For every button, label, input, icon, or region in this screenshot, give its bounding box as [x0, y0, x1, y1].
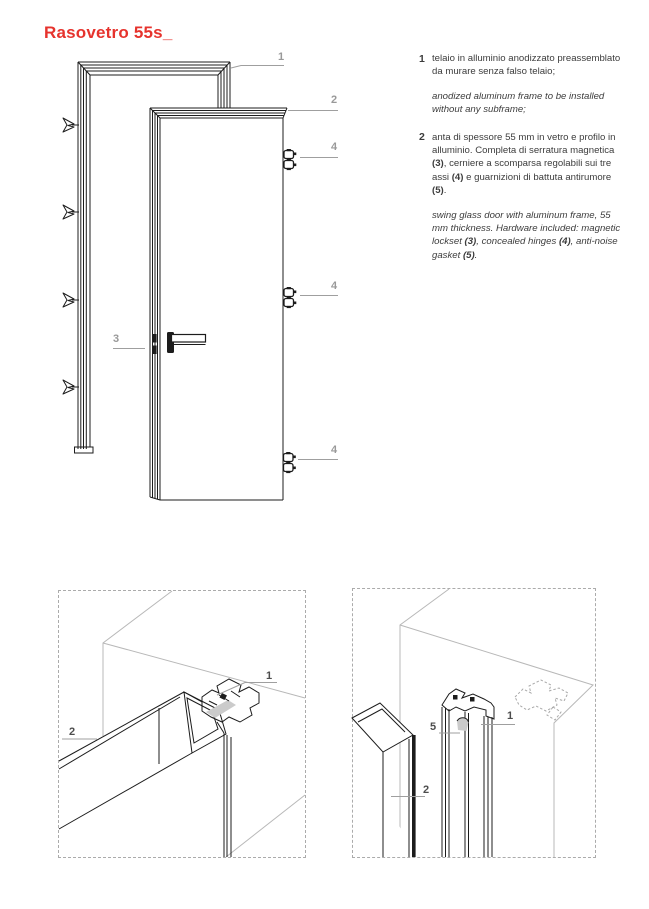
frame-profile-section [442, 689, 494, 857]
wall-lines [400, 589, 593, 857]
detail-drawing-jamb-section [352, 588, 596, 858]
note-number: 2 [419, 131, 425, 144]
callout-hinge-top: 4 [330, 141, 338, 153]
wall-anchor-icon [63, 380, 79, 394]
page-title: Rasovetro 55s_ [44, 23, 173, 42]
callout-door: 2 [68, 726, 76, 738]
hinge-icon [284, 452, 296, 473]
note-text-english: swing glass door with aluminum frame, 55 mm thickness. Hardware included: magnetic lockset (3), concealed hinges (4), anti-noise gasket (5). [432, 209, 621, 261]
wall-anchor-icon [63, 118, 79, 132]
notes-column [419, 52, 631, 262]
note-text-italian: telaio in alluminio anodizzato preassemblato da murare senza falso telaio; [432, 53, 621, 78]
wall-anchor-icon [63, 293, 79, 307]
hinge-icon [284, 287, 296, 308]
door-panel-section [59, 692, 226, 829]
detail-drawing-frame-section [58, 590, 306, 858]
note-door [419, 131, 631, 263]
callout-hinge-mid: 4 [330, 280, 338, 292]
note-frame [419, 52, 631, 117]
callout-frame: 1 [506, 710, 514, 722]
callout-door: 2 [330, 94, 338, 106]
note-text-english: anodized aluminum frame to be installed without any subframe; [432, 90, 605, 116]
callout-gasket: 5 [429, 721, 437, 733]
wall-anchor-icon [63, 205, 79, 219]
note-number: 1 [419, 52, 425, 65]
note-text-italian: anta di spessore 55 mm in vetro e profilo in alluminio. Completa di serratura magnetica (3), cerniere a scomparsa regolabili sui tre assi (4) e guarnizioni di battuta antirumore (5). [432, 131, 616, 197]
callout-frame: 1 [265, 670, 273, 682]
callout-frame: 1 [277, 51, 285, 63]
door-panel-section [352, 703, 416, 857]
callout-hinge-bottom: 4 [330, 444, 338, 456]
door-panel-drawing [150, 108, 296, 500]
door-elevation-drawing [55, 45, 355, 525]
hinge-icon [284, 149, 296, 170]
ghost-profile-outline [515, 680, 568, 720]
callout-lock: 3 [112, 333, 120, 345]
callout-door: 2 [422, 784, 430, 796]
